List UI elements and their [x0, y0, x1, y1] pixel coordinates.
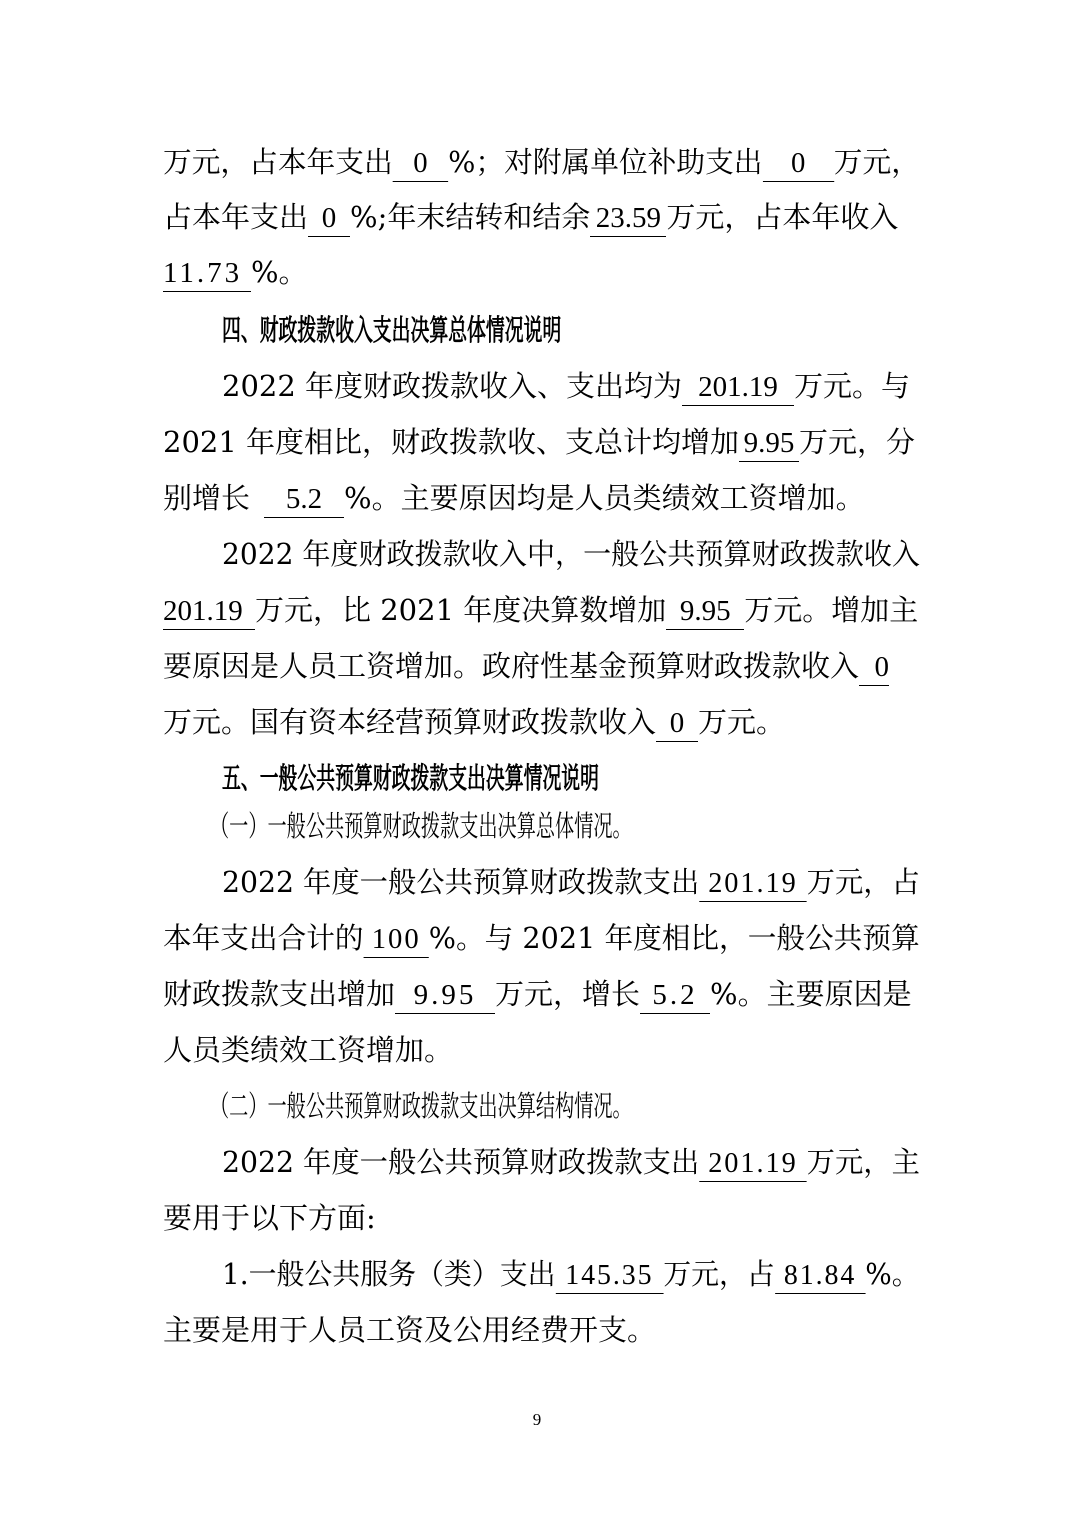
text-line — [222, 860, 1074, 904]
filled-value: 9.95 — [739, 425, 799, 462]
text-segment: 财政拨款支出增加 — [163, 977, 396, 1011]
text-segment: %。 — [251, 255, 308, 289]
text-segment: 万元，占 — [663, 1257, 775, 1291]
text-segment: 本年支出合计的 — [163, 921, 364, 955]
text-line — [163, 1196, 1074, 1240]
text-line — [222, 532, 1074, 576]
text-segment: 万元。增加主 — [744, 593, 919, 627]
text-line — [163, 250, 1074, 294]
text-line — [163, 916, 1074, 960]
text-segment: 万元，占本年收入 — [666, 200, 899, 234]
text-segment: 万元，增长 — [495, 977, 641, 1011]
text-segment: 占本年支出 — [163, 200, 309, 234]
filled-value: 201.19 — [699, 1145, 806, 1182]
filled-value: 201.19 — [699, 865, 806, 902]
filled-value: 0 — [308, 200, 350, 237]
filled-value: 201.19 — [682, 369, 794, 406]
filled-value: 9.95 — [666, 593, 744, 630]
text-segment: 2021 年度相比，财政拨款收、支总计均增加 — [163, 425, 740, 459]
filled-value: 100 — [364, 921, 429, 958]
text-line — [163, 972, 1074, 1016]
text-segment: 万元，比 2021 年度决算数增加 — [255, 593, 667, 627]
text-segment: 1.一般公共服务（类）支出 — [222, 1257, 556, 1291]
filled-value: 81.84 — [775, 1257, 865, 1294]
text-segment: %；对附属单位补助支出 — [448, 145, 763, 179]
filled-value: 0 — [859, 649, 889, 686]
text-segment: %。主要原因均是人员类绩效工资增加。 — [344, 481, 865, 515]
text-segment: 万元，分 — [799, 425, 916, 459]
text-line — [163, 1028, 1074, 1072]
text-line — [163, 700, 1074, 744]
filled-value: 0 — [763, 145, 834, 182]
text-segment: %。与 2021 年度相比，一般公共预算 — [428, 921, 920, 955]
text-segment: 万元。国有资本经营预算财政拨款收入 — [163, 705, 657, 739]
text-segment: 主要是用于人员工资及公用经费开支。 — [163, 1313, 657, 1347]
text-line — [163, 420, 1074, 464]
text-segment: %。主要原因是 — [710, 977, 912, 1011]
text-line — [163, 588, 1074, 632]
text-line — [163, 644, 1074, 688]
section-heading: 四、财政拨款收入支出决算总体情况说明 — [222, 313, 562, 347]
text-segment: 2022 年度财政拨款收入中，一般公共预算财政拨款收入 — [222, 537, 920, 571]
filled-value: 0 — [656, 705, 698, 742]
text-segment: %;年末结转和结余 — [350, 200, 591, 234]
text-segment: 万元，占 — [806, 865, 920, 899]
text-line — [222, 1252, 1074, 1296]
filled-value: 0 — [393, 145, 448, 182]
text-line — [163, 140, 1074, 184]
text-line — [163, 1308, 1074, 1352]
text-segment: 2022 年度财政拨款收入、支出均为 — [222, 369, 683, 403]
text-segment: 万元， — [833, 145, 920, 179]
text-segment: 人员类绩效工资增加。 — [163, 1033, 454, 1067]
filled-value: 5.2 — [264, 481, 344, 518]
filled-value: 23.59 — [590, 200, 666, 237]
filled-value: 9.95 — [395, 977, 495, 1014]
text-segment: 万元。与 — [794, 369, 911, 403]
text-segment: 万元，占本年支出 — [163, 145, 393, 179]
filled-value: 201.19 — [163, 593, 255, 630]
text-segment: 别增长 — [163, 481, 251, 515]
text-segment: 要原因是人员工资增加。政府性基金预算财政拨款收入 — [163, 649, 860, 683]
text-segment: 要用于以下方面: — [163, 1201, 376, 1235]
section-heading: 五、一般公共预算财政拨款支出决算情况说明 — [222, 761, 600, 795]
text-segment: %。 — [865, 1257, 920, 1291]
filled-value: 11.73 — [163, 255, 251, 292]
filled-value: 145.35 — [555, 1257, 663, 1294]
text-segment: 2022 年度一般公共预算财政拨款支出 — [222, 1145, 700, 1179]
filled-value: 5.2 — [640, 977, 710, 1014]
text-segment: 万元。 — [698, 705, 786, 739]
text-line — [222, 364, 1074, 408]
text-line — [163, 476, 1074, 520]
text-line — [222, 1140, 1074, 1184]
subsection-heading: （二）一般公共预算财政拨款支出决算结构情况。 — [210, 1089, 632, 1123]
subsection-heading: （一）一般公共预算财政拨款支出决算总体情况。 — [210, 809, 632, 843]
text-segment: 2022 年度一般公共预算财政拨款支出 — [222, 865, 700, 899]
text-segment: 万元，主 — [806, 1145, 920, 1179]
page-number: 9 — [532, 1410, 542, 1429]
text-line — [163, 195, 1074, 239]
